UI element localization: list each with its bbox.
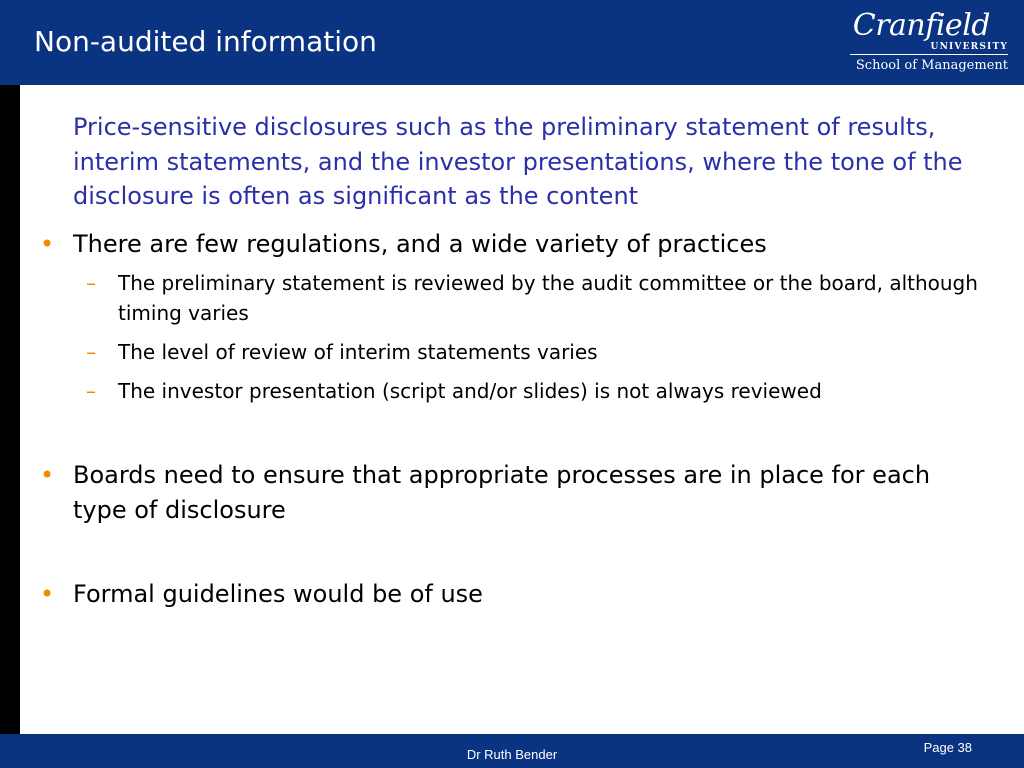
dash-icon: – <box>86 271 96 295</box>
sub-bullet-item <box>40 268 990 328</box>
page-number: Page 38 <box>923 740 972 755</box>
logo-wordmark: Cranfield <box>852 8 990 43</box>
logo-school: School of Management <box>855 58 1008 73</box>
footer-author: Dr Ruth Bender <box>466 747 558 762</box>
header-bar <box>0 0 1024 85</box>
cranfield-logo <box>840 6 1010 78</box>
bullet-text: Boards need to ensure that appropriate processes are in place for each type of disclosure <box>73 461 931 524</box>
slide-content <box>40 110 990 612</box>
dash-icon: – <box>86 340 96 364</box>
bullet-item <box>40 227 990 262</box>
intro-paragraph: Price-sensitive disclosures such as the preliminary statement of results, interim statements, and the investor presentations, where the tone of the disclosure is often as significant as the content <box>73 113 963 210</box>
logo-university: UNIVERSITY <box>930 42 1008 52</box>
bullet-icon: • <box>40 580 55 608</box>
footer-bar <box>0 734 1024 768</box>
sub-bullet-text: The preliminary statement is reviewed by the audit committee or the board, although timing varies <box>118 271 978 325</box>
bullet-item <box>40 577 990 612</box>
sub-bullet-text: The investor presentation (script and/or slides) is not always reviewed <box>118 379 822 403</box>
bullet-icon: • <box>40 229 55 258</box>
sub-bullet-item <box>40 337 990 367</box>
sub-bullet-item <box>40 376 990 406</box>
left-edge-bar <box>0 85 20 734</box>
slide-title: Non-audited information <box>34 25 377 58</box>
logo-divider <box>850 54 1008 55</box>
sub-bullet-text: The level of review of interim statements varies <box>118 340 598 364</box>
bullet-icon: • <box>40 461 55 489</box>
bullet-text: Formal guidelines would be of use <box>73 580 483 608</box>
bullet-text: There are few regulations, and a wide variety of practices <box>73 229 767 258</box>
bullet-item <box>40 458 990 527</box>
dash-icon: – <box>86 379 96 403</box>
